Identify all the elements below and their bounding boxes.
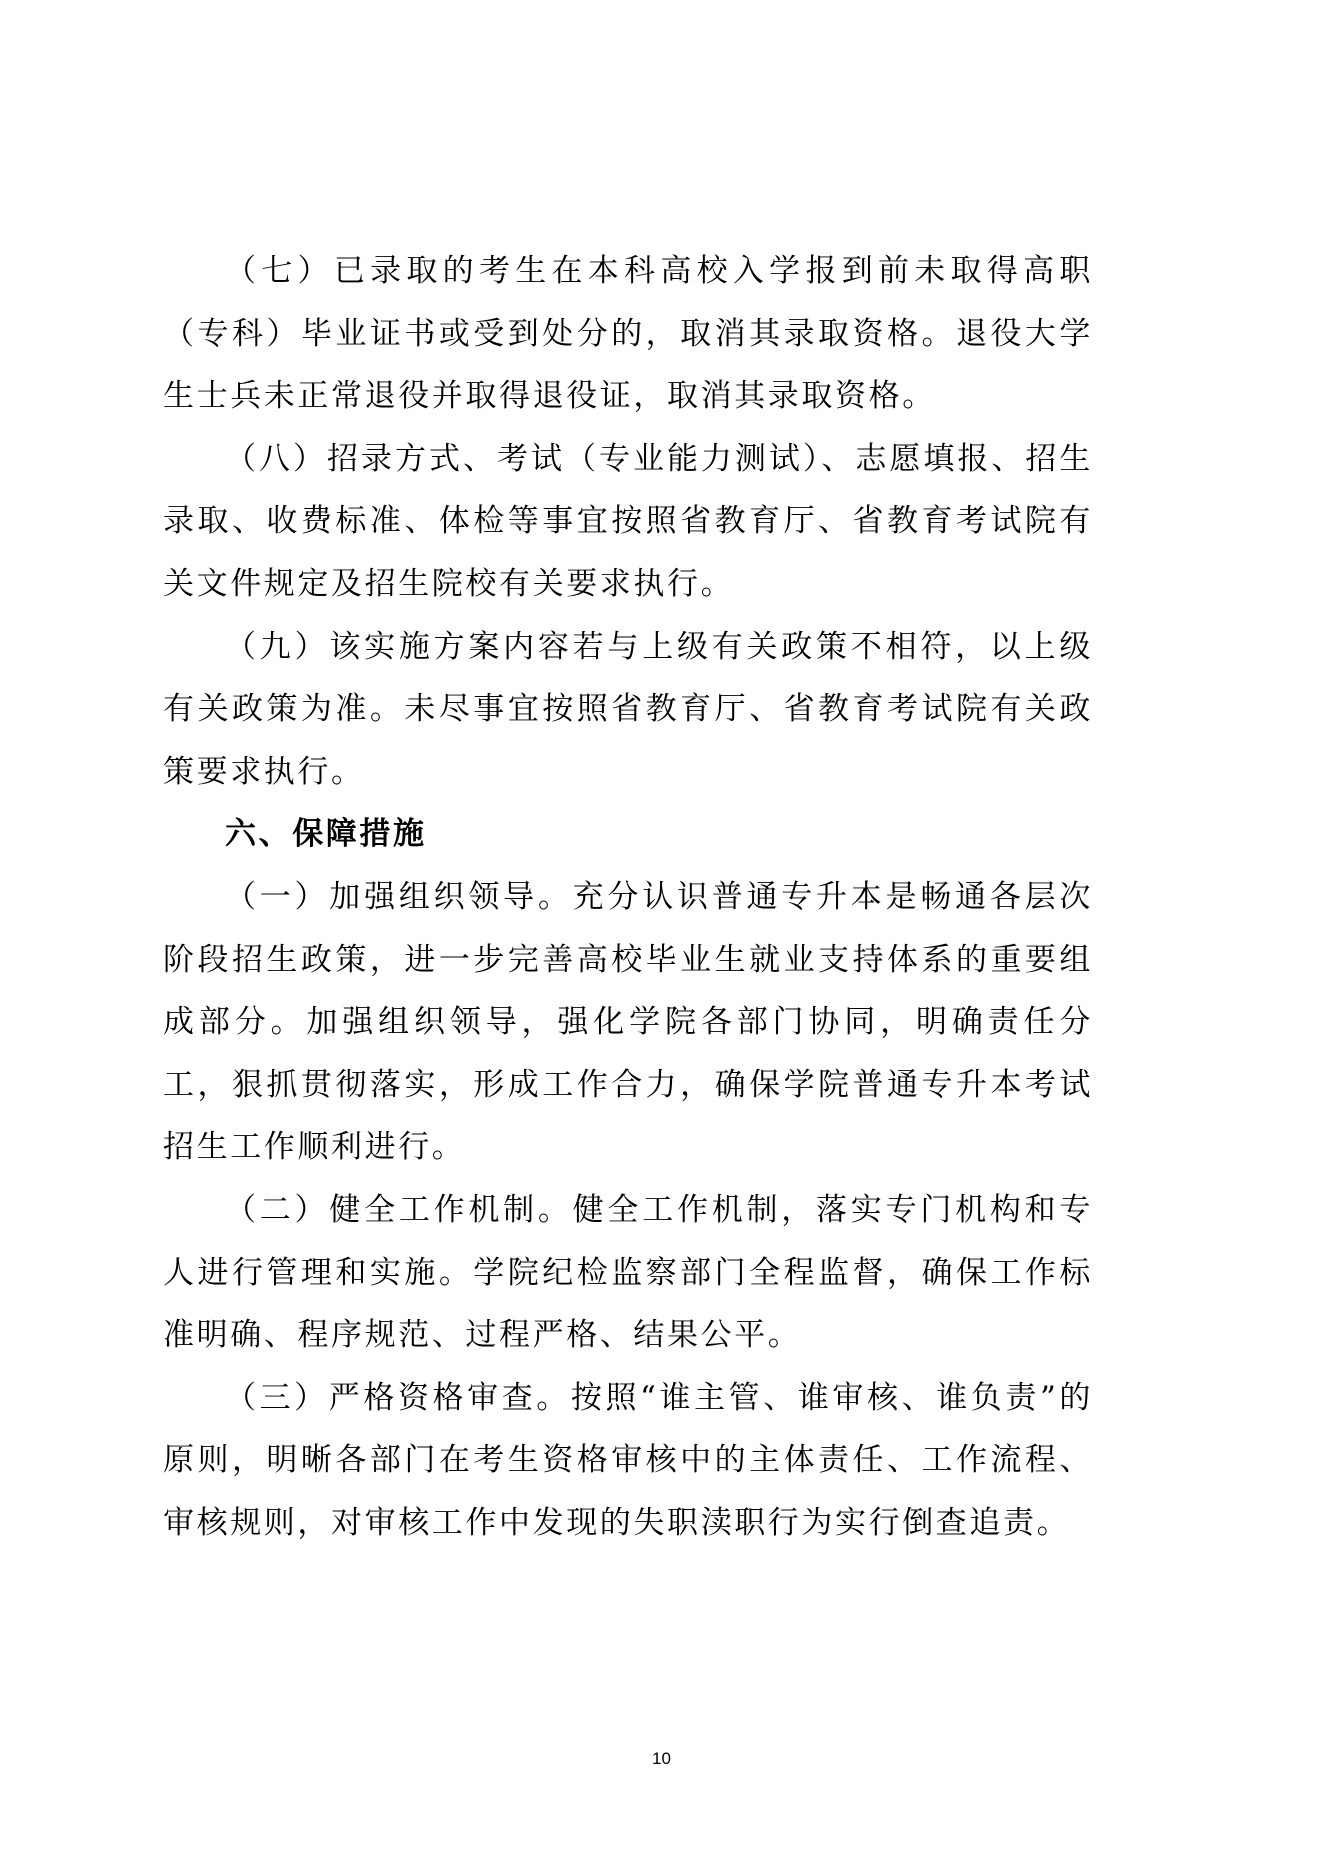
measure-2-paragraph: （二）健全工作机制。健全工作机制，落实专门机构和专人进行管理和实施。学院纪检监察部门全程监督，确保工作标准明确、程序规范、过程严格、结果公平。	[163, 1191, 1093, 1354]
section-6-heading: 六、保障措施	[225, 816, 427, 853]
clause-8-paragraph: （八）招录方式、考试（专业能力测试）、志愿填报、招生录取、收费标准、体检等事宜按照省教育厅、省教育考试院有关文件规定及招生院校有关要求执行。	[163, 440, 1093, 602]
clause-9-paragraph: （九）该实施方案内容若与上级有关政策不相符，以上级有关政策为准。未尽事宜按照省教育厅、省教育考试院有关政策要求执行。	[163, 628, 1093, 790]
document-body	[163, 240, 1093, 1554]
clause-7-paragraph: （七）已录取的考生在本科高校入学报到前未取得高职（专科）毕业证书或受到处分的，取消其录取资格。退役大学生士兵未正常退役并取得退役证，取消其录取资格。	[163, 253, 1093, 415]
measure-3-paragraph: （三）严格资格审查。按照“谁主管、谁审核、谁负责”的原则，明晰各部门在考生资格审核中的主体责任、工作流程、审核规则，对审核工作中发现的失职渎职行为实行倒查追责。	[163, 1379, 1093, 1541]
measure-1-paragraph: （一）加强组织领导。充分认识普通专升本是畅通各层次阶段招生政策，进一步完善高校毕业生就业支持体系的重要组成部分。加强组织领导，强化学院各部门协同，明确责任分工，狠抓贯彻落实，形成工作合力，确保学院普通专升本考试招生工作顺利进行。	[163, 878, 1093, 1166]
page-number: 10	[652, 1749, 671, 1768]
